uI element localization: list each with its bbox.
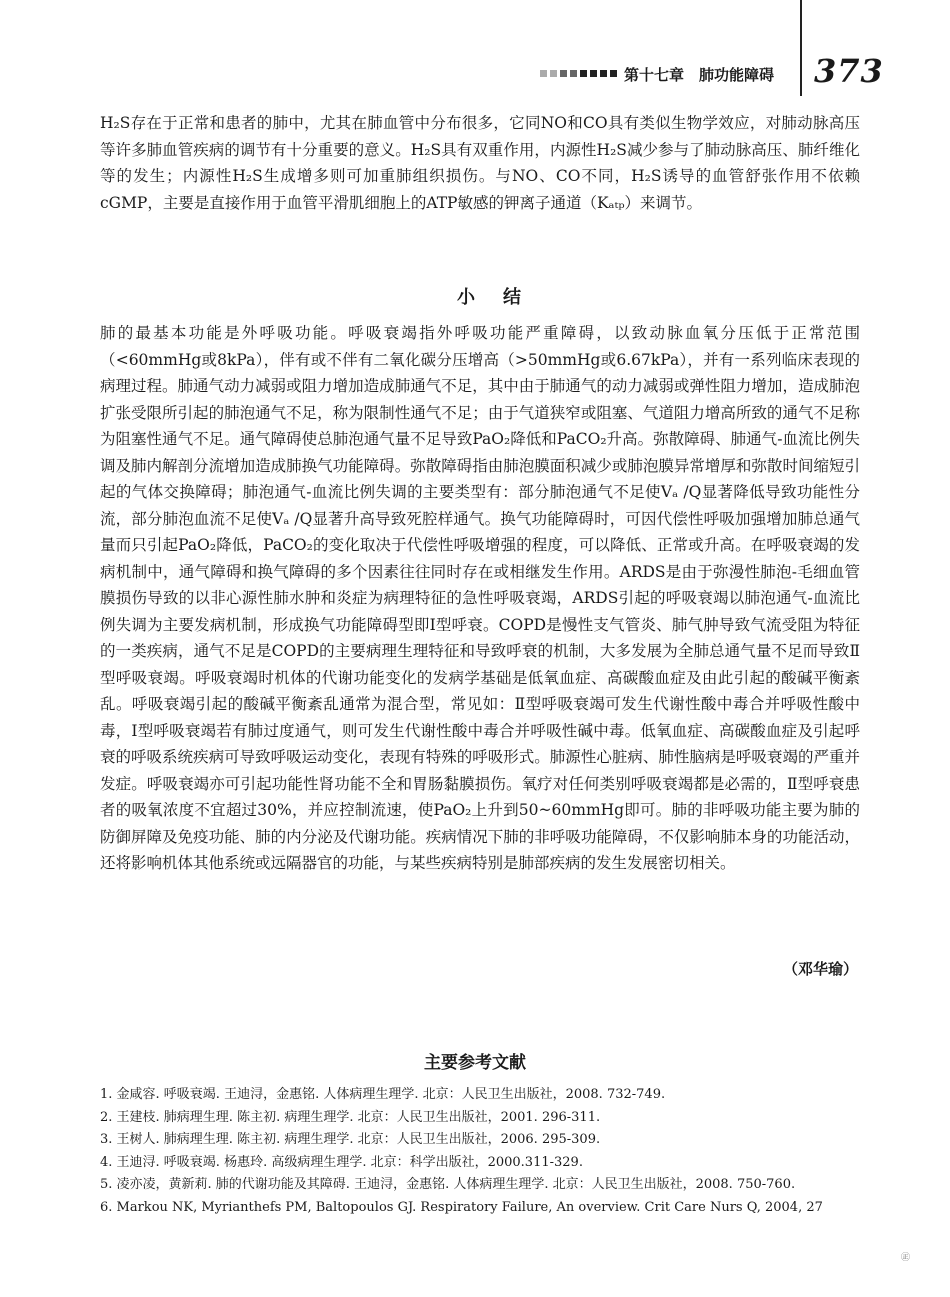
reference-list xyxy=(100,1084,870,1219)
reference-item: 4. 王迪浔. 呼吸衰竭. 杨惠玲. 高级病理生理学. 北京：科学出版社，2000.311-329. xyxy=(100,1154,583,1170)
chapter-title: 第十七章 肺功能障碍 xyxy=(624,66,775,84)
reference-item: 1. 金咸容. 呼吸衰竭. 王迪浔，金惠铭. 人体病理生理学. 北京：人民卫生出版社，2008. 732-749. xyxy=(100,1087,666,1102)
page-number: 373 xyxy=(814,52,884,90)
references-title: 主要参考文献 xyxy=(424,1053,526,1073)
intro-paragraph: H₂S存在于正常和患者的肺中，尤其在肺血管中分布很多，它同NO和CO具有类似生物学效应，对肺动脉高压等许多肺血管疾病的调节有十分重要的意义。H₂S具有双重作用，内源性H₂S减少参与了肺动脉高压、肺纤维化等的发生；内源性H₂S生成增多则可加重肺组织损伤。与NO、CO不同，H₂S诱导的血管舒张作用不依赖cGMP，主要是直接作用于血管平滑肌细胞上的ATP敏感的钾离子通道（Kₐₜₚ）来调节。 xyxy=(100,114,860,212)
reference-item: 2. 王建枝. 肺病理生理. 陈主初. 病理生理学. 北京：人民卫生出版社，2001. 296-311. xyxy=(100,1109,601,1125)
header-divider xyxy=(800,0,802,96)
author-signature: （邓华瑜） xyxy=(782,960,858,978)
reference-item: 5. 凌亦凌，黄新莉. 肺的代谢功能及其障碍. 王迪浔，金惠铭. 人体病理生理学. 北京：人民卫生出版社，2008. 750-760. xyxy=(100,1177,796,1192)
header-decoration xyxy=(540,70,617,77)
reference-item: 3. 王树人. 肺病理生理. 陈主初. 病理生理学. 北京：人民卫生出版社，2006. 295-309. xyxy=(100,1132,601,1147)
reference-item: 6. Markou NK, Myrianthefs PM, Baltopoulos GJ. Respiratory Failure, An overview. Crit Care Nurs Q, 2004, 27 xyxy=(100,1199,823,1215)
summary-title: 小结 xyxy=(457,287,549,308)
corner-mark: ㊣ xyxy=(900,1253,910,1263)
summary-paragraph: 肺的最基本功能是外呼吸功能。呼吸衰竭指外呼吸功能严重障碍，以致动脉血氧分压低于正常范围（<60mmHg或8kPa），伴有或不伴有二氧化碳分压增高（>50mmHg或6.67kPa），并有一系列临床表现的病理过程。肺通气动力减弱或阻力增加造成肺通气不足，其中由于肺通气的动力减弱或弹性阻力增加，造成肺泡扩张受限所引起的肺泡通气不足，称为限制性通气不足；由于气道狭窄或阻塞、气道阻力增高所致的通气不足称为阻塞性通气不足。通气障碍使总肺泡通气量不足导致PaO₂降低和PaCO₂升高。弥散障碍、肺通气-血流比例失调及肺内解剖分流增加造成肺换气功能障碍。弥散障碍指由肺泡膜面积减少或肺泡膜异常增厚和弥散时间缩短引起的气体交换障碍；肺泡通气-血流比例失调的主要类型有：部分肺泡通气不足使Vₐ /Q显著降低导致功能性分流，部分肺泡血流不足使Vₐ /Q显著升高导致死腔样通气。换气功能障碍时，可因代偿性呼吸加强增加肺总通气量而只引起PaO₂降低，PaCO₂的变化取决于代偿性呼吸增强的程度，可以降低、正常或升高。在呼吸衰竭的发病机制中，通气障碍和换气障碍的多个因素往往同时存在或相继发生作用。ARDS是由于弥漫性肺泡-毛细血管膜损伤导致的以非心源性肺水肿和炎症为病理特征的急性呼吸衰竭，ARDS引起的呼吸衰竭以肺泡通气-血流比例失调为主要发病机制，形成换气功能障碍型即Ⅰ型呼衰。COPD是慢性支气管炎、肺气肿导致气流受阻为特征的一类疾病，通气不足是COPD的主要病理生理特征和导致呼衰的机制，大多发展为全肺总通气量不足而导致Ⅱ型呼吸衰竭。呼吸衰竭时机体的代谢功能变化的发病学基础是低氧血症、高碳酸血症及由此引起的酸碱平衡紊乱。呼吸衰竭引起的酸碱平衡紊乱通常为混合型，常见如：Ⅱ型呼吸衰竭可发生代谢性酸中毒合并呼吸性酸中毒，Ⅰ型呼吸衰竭若有肺过度通气，则可发生代谢性酸中毒合并呼吸性碱中毒。低氧血症、高碳酸血症及引起呼衰的呼吸系统疾病可导致呼吸运动变化，表现有特殊的呼吸形式。肺源性心脏病、肺性脑病是呼吸衰竭的严重并发症。呼吸衰竭亦可引起功能性肾功能不全和胃肠黏膜损伤。氧疗对任何类别呼吸衰竭都是必需的，Ⅱ型呼衰患者的吸氧浓度不宜超过30%，并应控制流速，使PaO₂上升到50~60mmHg即可。肺的非呼吸功能主要为肺的防御屏障及免疫功能、肺的内分泌及代谢功能。疾病情况下肺的非呼吸功能障碍，不仅影响肺本身的功能活动，还将影响机体其他系统或远隔器官的功能，与某些疾病特别是肺部疾病的发生发展密切相关。 xyxy=(100,324,860,872)
page-header xyxy=(520,52,884,98)
